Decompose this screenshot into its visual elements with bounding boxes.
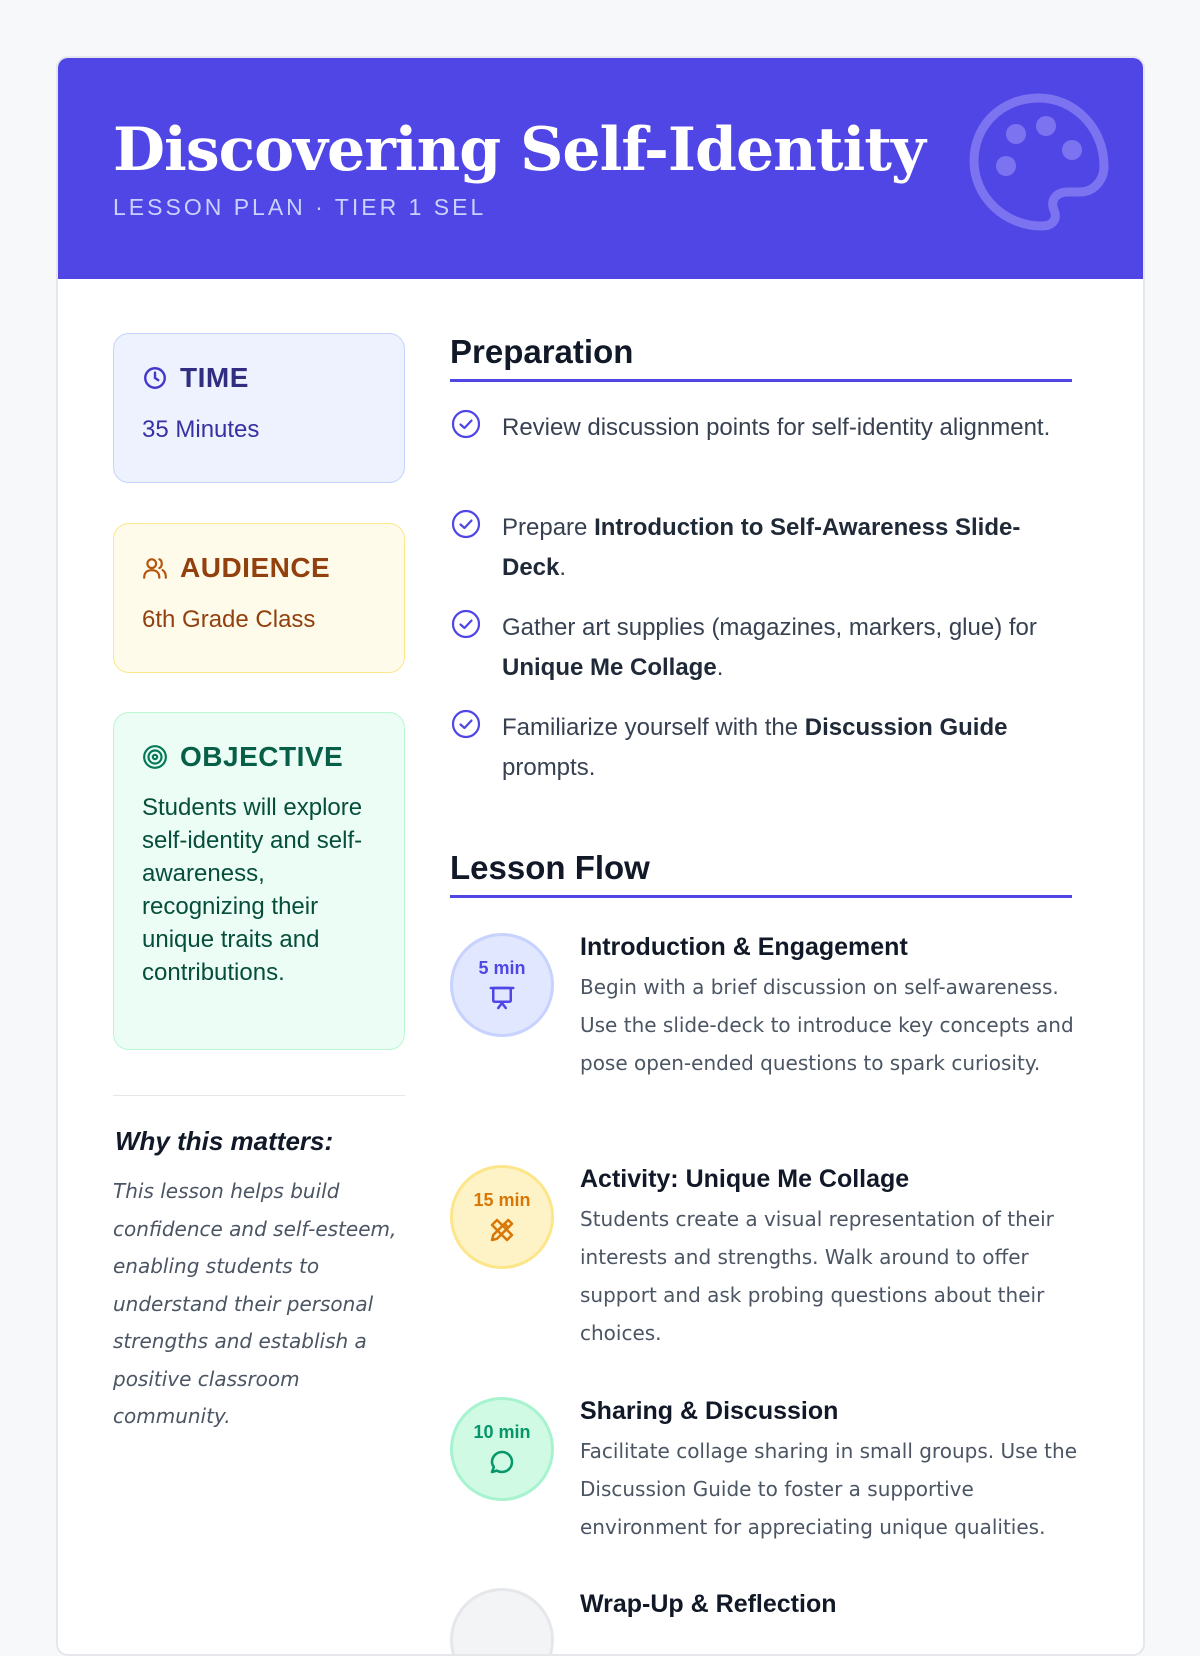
objective-label: OBJECTIVE xyxy=(180,741,344,772)
prep-text: . xyxy=(559,554,567,581)
page-subtitle: LESSON PLAN · TIER 1 SEL xyxy=(113,194,487,220)
time-value: 35 Minutes xyxy=(142,416,260,443)
prep-bold-text: Introduction to Self-Awareness Slide-Deck xyxy=(502,514,1021,581)
check-circle-icon xyxy=(450,708,482,740)
lesson-plan-card xyxy=(56,56,1145,1656)
duration-badge xyxy=(450,933,554,1037)
lesson-flow-heading: Lesson Flow xyxy=(450,849,1072,898)
chat-bubble-icon xyxy=(487,1447,517,1477)
time-box xyxy=(113,333,405,483)
duration-label: 15 min xyxy=(473,1190,531,1210)
step-description: Begin with a brief discussion on self-awareness. Use the slide-deck to introduce key concepts and pose open-ended questions to spark curiosity. xyxy=(580,975,1074,1075)
prep-item xyxy=(450,508,1072,588)
audience-box xyxy=(113,523,405,673)
step-description: Facilitate collage sharing in small groups. Use the Discussion Guide to foster a supportive environment for appreciating unique qualities. xyxy=(580,1439,1077,1539)
prep-item xyxy=(450,708,1072,788)
palette-icon xyxy=(964,88,1114,238)
presentation-icon xyxy=(487,983,517,1013)
target-icon xyxy=(142,744,168,770)
check-circle-icon xyxy=(450,508,482,540)
duration-label: 10 min xyxy=(473,1422,531,1442)
users-icon xyxy=(142,555,168,581)
audience-label: AUDIENCE xyxy=(180,552,331,583)
prep-text: prompts. xyxy=(502,754,596,781)
duration-badge xyxy=(450,1588,554,1656)
preparation-heading: Preparation xyxy=(450,333,1072,382)
clock-icon xyxy=(142,365,168,391)
check-circle-icon xyxy=(450,608,482,640)
step-title: Wrap-Up & Reflection xyxy=(580,1590,837,1618)
prep-text: Familiarize yourself with the xyxy=(502,714,805,741)
duration-badge xyxy=(450,1165,554,1269)
divider xyxy=(113,1095,405,1096)
header xyxy=(58,58,1143,279)
check-circle-icon xyxy=(450,408,482,440)
prep-bold-text: Discussion Guide xyxy=(804,714,1008,741)
why-title: Why this matters: xyxy=(115,1126,334,1156)
step-title: Introduction & Engagement xyxy=(580,933,908,961)
prep-text: Prepare xyxy=(502,514,595,541)
step-title: Activity: Unique Me Collage xyxy=(580,1165,910,1193)
time-label: TIME xyxy=(180,362,249,393)
duration-label: 5 min xyxy=(478,958,526,978)
step-description: Students create a visual representation of their interests and strengths. Walk around to offer support and ask probing questions about their choices. xyxy=(580,1207,1054,1345)
prep-item xyxy=(450,408,1072,448)
pencil-ruler-icon xyxy=(487,1215,517,1245)
audience-value: 6th Grade Class xyxy=(142,606,316,633)
prep-item xyxy=(450,608,1072,688)
duration-badge xyxy=(450,1397,554,1501)
prep-text: Gather art supplies (magazines, markers, glue) for xyxy=(502,614,1037,641)
prep-bold-text: Unique Me Collage xyxy=(502,654,717,681)
prep-text: Review discussion points for self-identity alignment. xyxy=(502,414,1051,441)
why-text: This lesson helps build confidence and self-esteem, enabling students to understand their personal strengths and establish a positive classroom community. xyxy=(113,1179,397,1428)
prep-text: . xyxy=(716,654,724,681)
objective-box xyxy=(113,712,405,1050)
step-title: Sharing & Discussion xyxy=(580,1397,839,1425)
objective-value: Students will explore self-identity and self-awareness, recognizing their unique traits and contributions. xyxy=(142,794,363,986)
page-title: Discovering Self-Identity xyxy=(113,115,925,185)
